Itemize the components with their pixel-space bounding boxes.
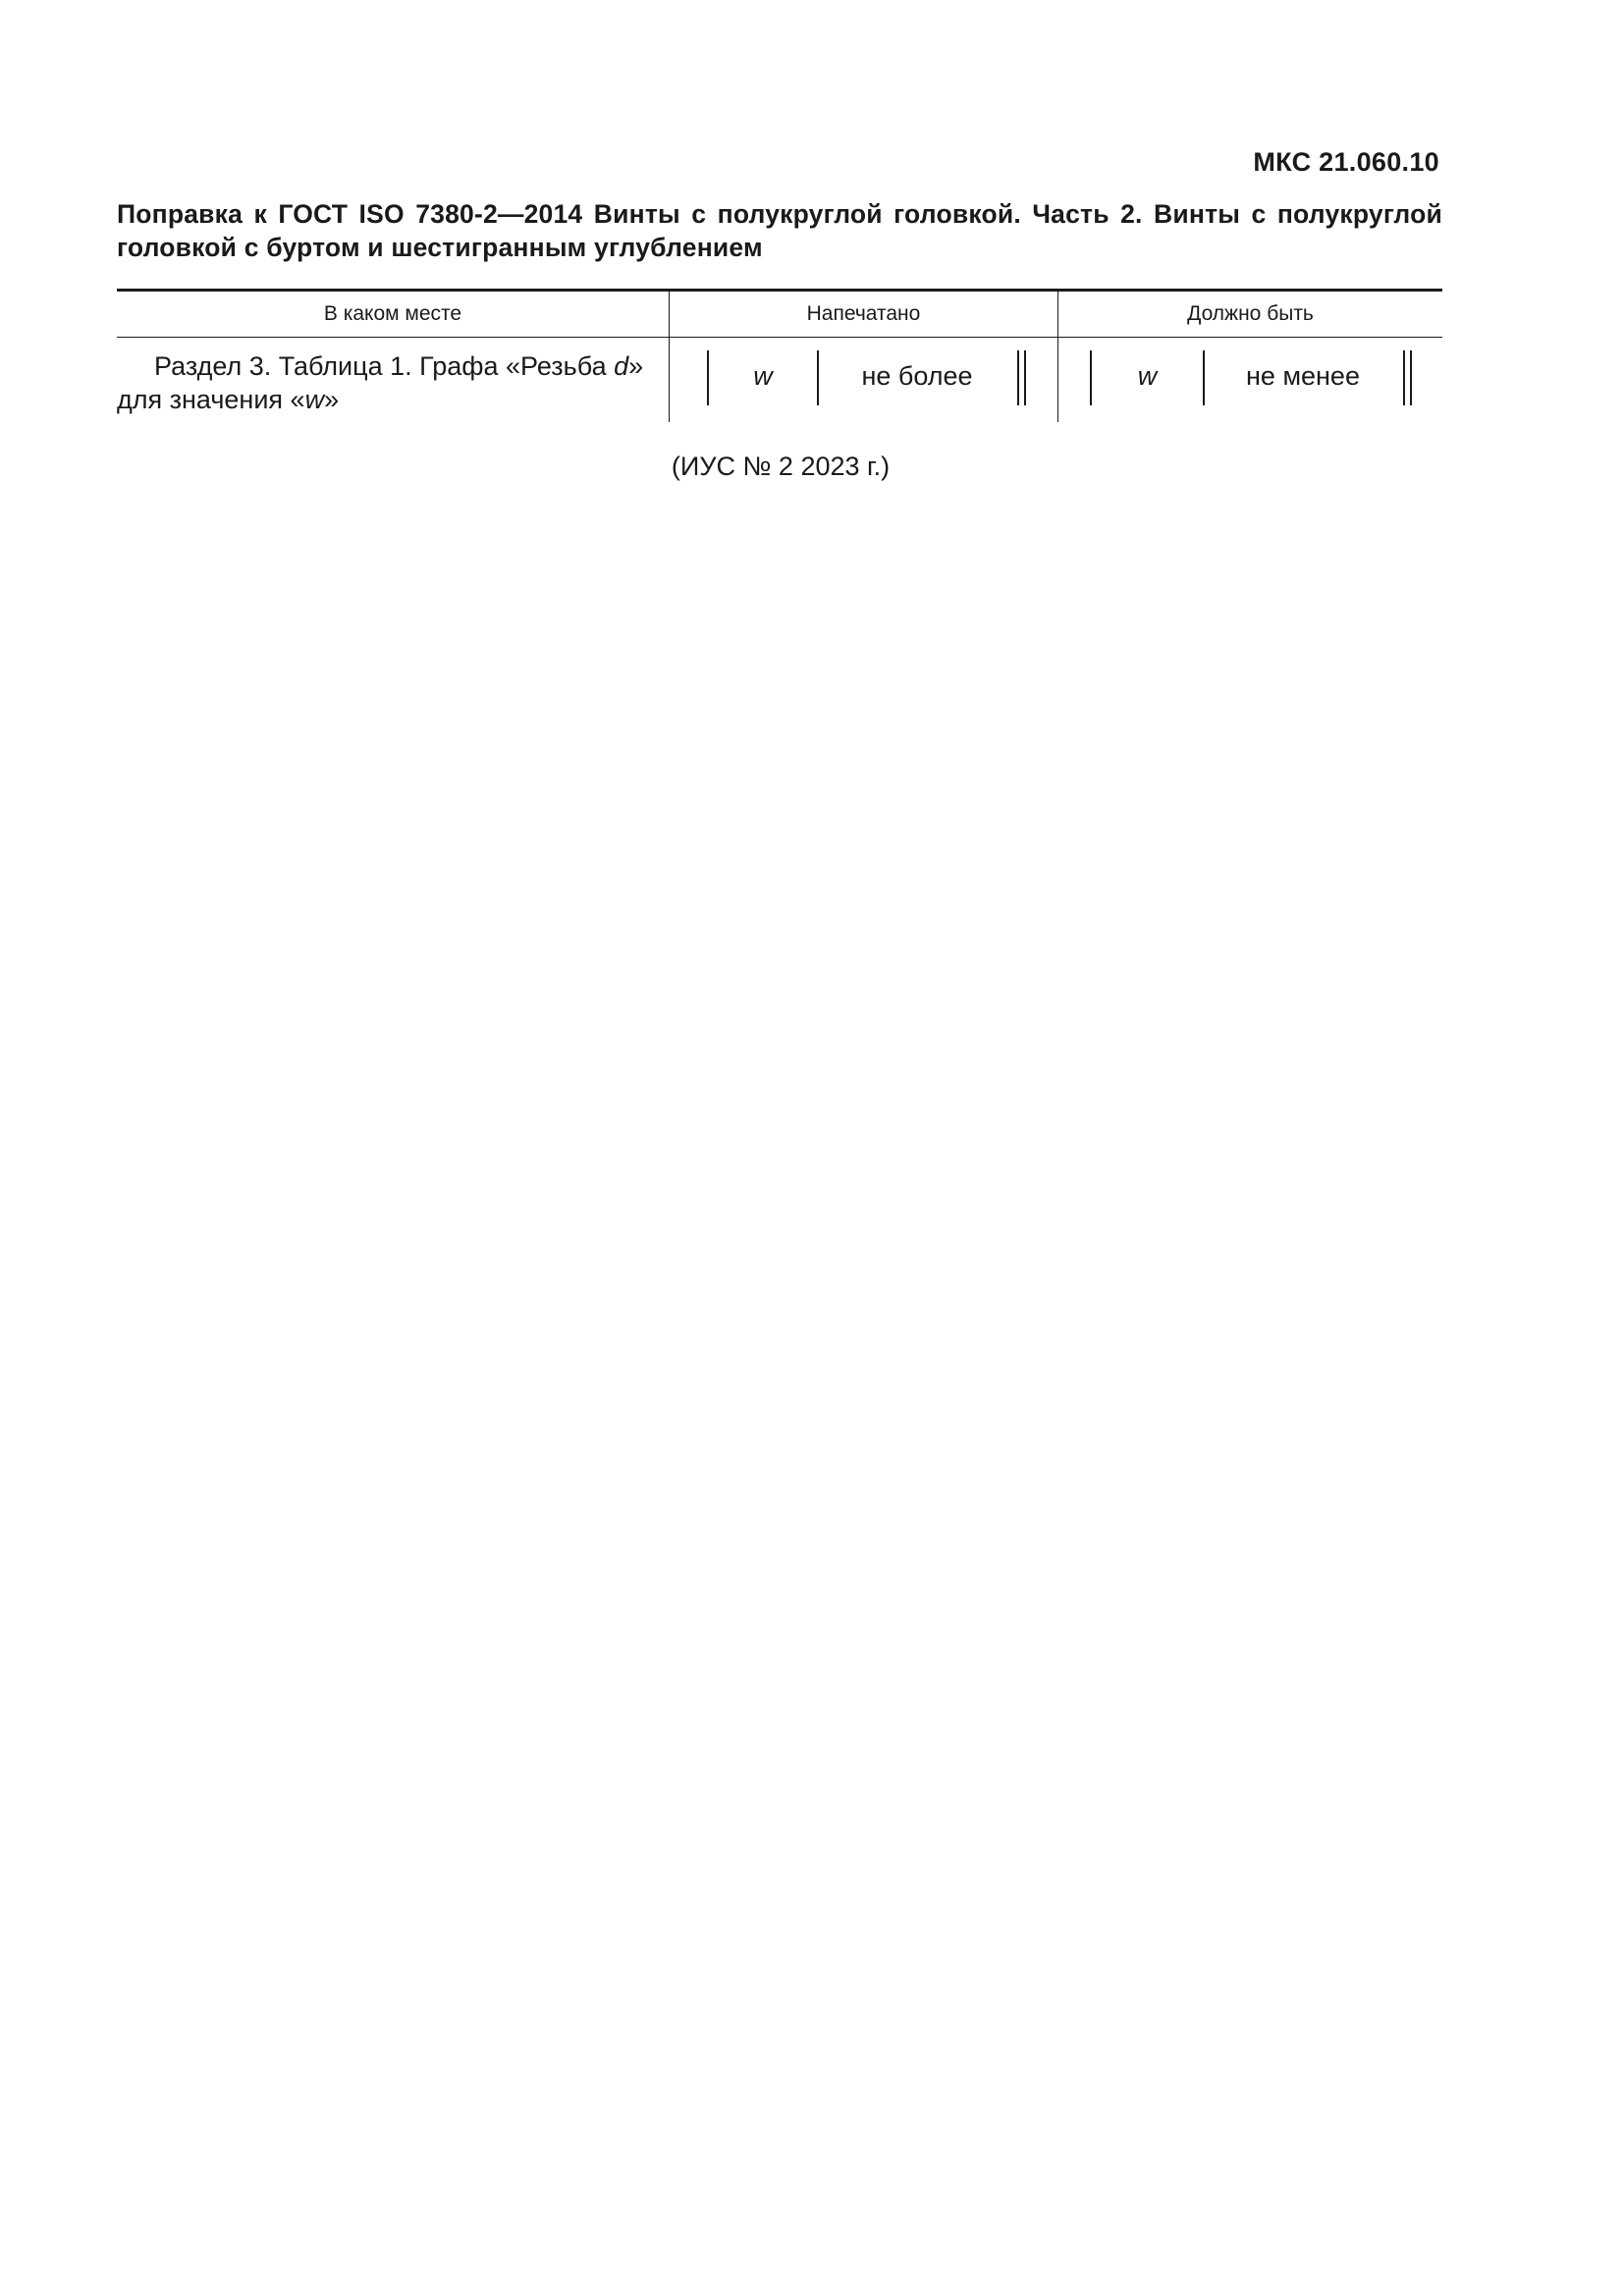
document-title: Поправка к ГОСТ ISO 7380-2—2014 Винты с полукруглой головкой. Часть 2. Винты с полукруглой головкой с буртом и шестигранным углублением	[117, 199, 1442, 262]
where-variable: d	[614, 351, 629, 381]
should-be-text: не менее	[1246, 361, 1360, 391]
where-text	[117, 338, 669, 416]
header-where: В каком месте	[117, 291, 670, 338]
printed-text: не более	[861, 361, 973, 391]
where-variable-2: w	[304, 385, 325, 414]
where-middle: » для значения «	[117, 351, 644, 414]
should-be-symbol: w	[1137, 361, 1158, 391]
should-be-inline-table	[1058, 338, 1442, 422]
printed-symbol: w	[753, 361, 773, 391]
cell-should-be	[1058, 338, 1443, 423]
where-prefix: Раздел 3. Таблица 1. Графа «Резьба	[154, 351, 615, 381]
inline-rule	[1024, 350, 1026, 405]
cell-printed	[670, 338, 1058, 423]
inline-rule	[1017, 350, 1019, 405]
cell-where	[117, 338, 670, 423]
header-should-be: Должно быть	[1058, 291, 1443, 338]
printed-inline-table	[670, 338, 1057, 422]
inline-rule	[1410, 350, 1412, 405]
table-row	[117, 338, 1442, 423]
inline-rule	[1403, 350, 1405, 405]
mks-code: МКС 21.060.10	[1253, 147, 1439, 177]
header-printed: Напечатано	[670, 291, 1058, 338]
table-header-row	[117, 291, 1442, 338]
where-suffix: »	[324, 385, 340, 414]
correction-table	[117, 289, 1442, 422]
ius-note: (ИУС № 2 2023 г.)	[671, 452, 891, 481]
